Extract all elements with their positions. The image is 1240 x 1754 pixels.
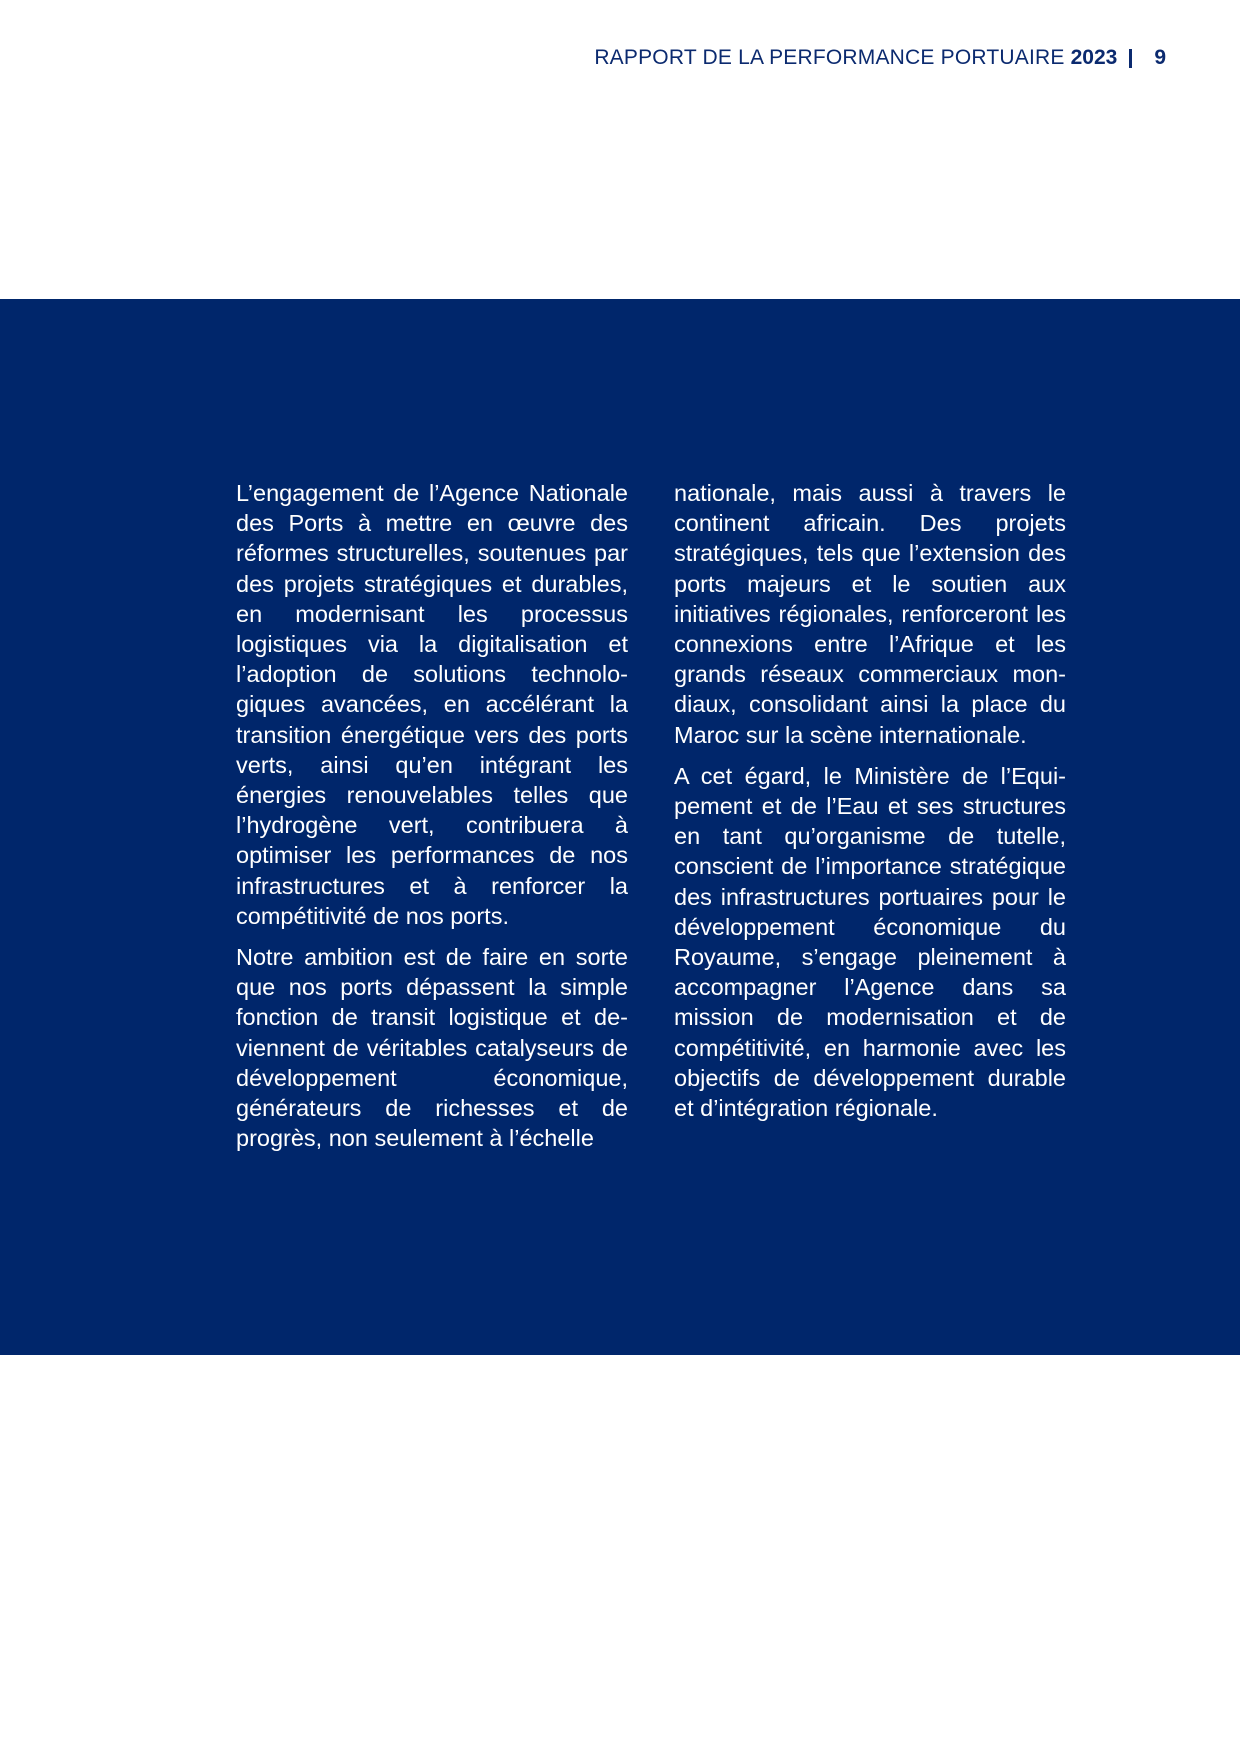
running-header xyxy=(594,44,1166,72)
header-separator xyxy=(1129,49,1132,68)
paragraph: nationale, mais aussi à travers le continent africain. Des projets stratégiques, tels que l’extension des ports majeurs et le soutien aux initiatives régionales, renforceront les connexions entre l’Afrique et les grands réseaux commerciaux mondiaux, consolidant ainsi la place du Maroc sur la scène internationale. xyxy=(674,480,1066,748)
paragraph: Notre ambition est de faire en sorte que nos ports dépassent la simple fonction de transit logistique et deviennent de véritables catalyseurs de développement économique, générateurs de richesses et de progrès, non seulement à l’échelle xyxy=(236,944,628,1152)
page-number: 9 xyxy=(1154,46,1166,69)
right-text-column xyxy=(674,478,1066,1134)
paragraph: L’engagement de l’Agence Nationale des Ports à mettre en œuvre des réformes structurelles, soutenues par des projets stratégiques et durables, en modernisant les processus logistiques via la digitalisation et l’adoption de solutions technologiques avancées, en accélérant la transition énergétique vers des ports verts, ainsi qu’en intégrant les énergies renouvelables telles que l’hydrogène vert, contribuera à optimiser les performances de nos infrastructures et à renforcer la compétitivité de nos ports. xyxy=(236,480,628,929)
report-title: RAPPORT DE LA PERFORMANCE PORTUAIRE xyxy=(594,46,1065,69)
navy-text-band xyxy=(0,299,1240,1355)
paragraph: A cet égard, le Ministère de l’Equipement et de l’Eau et ses structures en tant qu’organisme de tutelle, conscient de l’importance stratégique des infrastructures portuaires pour le développement économique du Royaume, s’engage pleinement à accompagner l’Agence dans sa mission de modernisation et de compétitivité, en harmonie avec les objectifs de développement durable et d’intégration régionale. xyxy=(674,762,1066,1122)
left-text-column xyxy=(236,478,628,1164)
report-year: 2023 xyxy=(1070,46,1118,69)
